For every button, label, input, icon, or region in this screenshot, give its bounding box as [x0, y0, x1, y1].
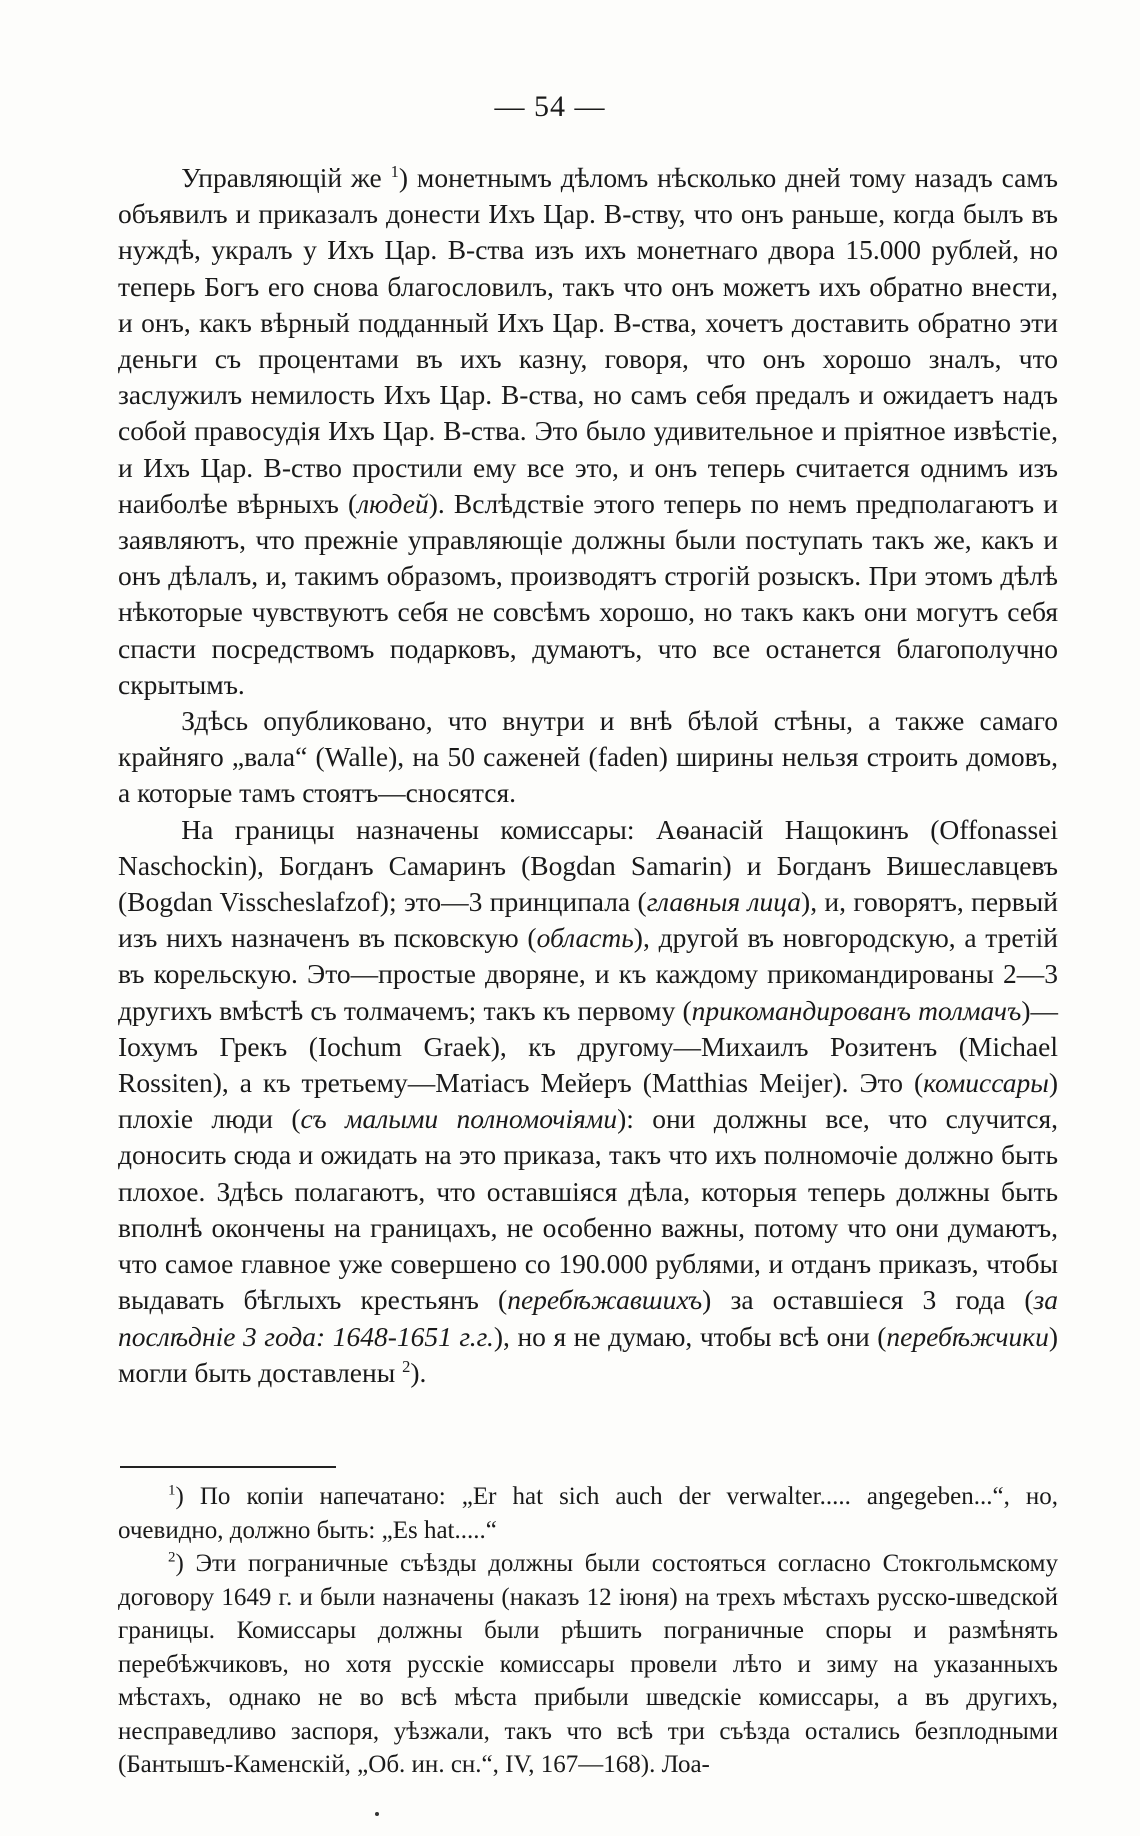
page-number: — 54 — [494, 90, 606, 123]
text-run: ), но я не думаю, чтобы всѣ они ( [493, 1320, 887, 1352]
footnote-ref-2: 2 [402, 1356, 411, 1376]
text-run: ) монетнымъ дѣломъ нѣсколько дней тому назадъ самъ объявилъ и приказалъ донести Ихъ Цар. В-ству, что онъ раньше, когда былъ въ нуждѣ, укралъ у Ихъ Цар. В-ства изъ ихъ монетнаго двора 15.000 рублей, но теперь Богъ его снова благословилъ, такъ что онъ можетъ ихъ обратно внести, и онъ, какъ вѣрный подданный Ихъ Цар. В-ства, хочетъ доставить обратно эти деньги съ процентами въ ихъ казну, говоря, что онъ хорошо зналъ, что заслужилъ немилость Ихъ Цар. В-ства, но самъ себя предалъ и ожидаетъ надъ собой правосудія Ихъ Цар. В-ства. Это было удивительное и пріятное извѣстіе, и Ихъ Цар. В-ство простили ему все это, и онъ теперь считается однимъ изъ наиболѣе вѣрныхъ ( [118, 162, 1058, 519]
text-run: ) за оставшіеся 3 года ( [702, 1284, 1034, 1316]
text-run: ) плохіе люди ( [118, 1067, 1058, 1135]
text-run: ): они должны все, что случится, доносить сюда и ожидать на это приказа, такъ что ихъ полномочіе должно быть плохое. Здѣсь полагаютъ, что оставшіяся дѣла, которыя теперь должны быть вполнѣ окончены на границахъ, не особенно важны, потому что они думаютъ, что самое главное уже совершено со 190.000 рублями, и отданъ приказъ, чтобы выдавать бѣглыхъ крестьянъ ( [118, 1103, 1058, 1316]
text-run: ). Вслѣдствіе этого теперь по немъ предполагаютъ и заявляютъ, что прежніе управляющіе должны были поступать такъ же, какъ и онъ дѣлалъ, и, такимъ образомъ, производятъ строгій розыскъ. При этомъ дѣлѣ нѣкоторые чувствуютъ себя не совсѣмъ хорошо, но такъ какъ они могутъ себя спасти посредствомъ подарковъ, думаютъ, что все останется благополучно скрытымъ. [118, 487, 1058, 700]
italic-gloss: съ малыми полномочіями [300, 1103, 618, 1135]
italic-gloss: главныя лица [646, 886, 802, 918]
footnote-ref-1: 1 [390, 161, 399, 181]
text-run: Управляющій же [181, 162, 391, 193]
footnote-text: ) По копіи напечатано: „Er hat sich auch der verwalter..... angegeben...“, но, очевидно, должно быть: „Es hat.....“ [118, 1483, 1058, 1544]
footnote-mark: 2 [168, 1549, 176, 1566]
footnote-1 [118, 1480, 1058, 1547]
footnote-text: ) Эти пограничные съѣзды должны были состояться согласно Стокгольмскому договору 1649 г. и были назначены (наказъ 12 іюня) на трехъ мѣстахъ русско-шведской границы. Комиссары должны были рѣшить пограничные споры и размѣнять перебѣжчиковъ, но хотя русскіе комиссары провели лѣто и зиму на указанныхъ мѣстахъ, однако не во всѣ мѣста прибыли шведскіе комиссары, а въ другихъ, несправедливо заспоря, уѣзжали, такъ что всѣ три съѣзда остались безплодными (Бантышъ-Каменскій, „Об. ин. сн.“, IV, 167—168). Лоа- [118, 1550, 1058, 1778]
footnote-mark: 1 [168, 1482, 176, 1499]
main-text [118, 160, 1058, 1391]
italic-gloss: перебѣжавшихъ [507, 1284, 703, 1316]
text-run: На границы назначены комиссары: Аѳанасій Нащокинъ (Offonassei Naschockin), Богданъ Самаринъ (Bogdan Samarin) и Богданъ Вишеславцевъ (Bogdan Visscheslafzof); это—3 принципала ( [118, 813, 1058, 918]
italic-gloss: комиссары [923, 1067, 1049, 1099]
italic-gloss: перебѣжчики [886, 1320, 1049, 1352]
text-run: ), и, говорятъ, первый изъ нихъ назначенъ въ псковскую ( [118, 886, 1058, 954]
footnote-2 [118, 1547, 1058, 1782]
paragraph-3 [118, 812, 1058, 1391]
paragraph-1 [118, 160, 1058, 703]
paragraph-2: Здѣсь опубликовано, что внутри и внѣ бѣлой стѣны, а также самаго крайняго „вала“ (Walle), на 50 саженей (faden) ширины нельзя строить домовъ, а которые тамъ стоятъ—сносятся. [118, 705, 1058, 809]
footnote-divider [120, 1466, 336, 1468]
print-speck [375, 1812, 379, 1816]
text-run: ). [410, 1356, 427, 1388]
italic-gloss: область [536, 922, 634, 954]
italic-gloss: прикомандированъ толмачъ [691, 994, 1022, 1026]
text-run: ) могли быть доставлены [118, 1320, 1059, 1388]
footnotes [118, 1480, 1058, 1782]
italic-gloss: за послѣдніе 3 года: 1648-1651 г.г. [118, 1284, 1058, 1352]
text-run: )—Іохумъ Грекъ (Iochum Graek), къ другому—Михаилъ Розитенъ (Michael Rossiten), а къ третьему—Матіасъ Мейеръ (Matthias Meijer). Это ( [118, 994, 1058, 1099]
italic-gloss: людей [357, 487, 429, 519]
text-run: ), другой въ новгородскую, а третій въ корельскую. Это—простые дворяне, и къ каждому прикомандированы 2—3 другихъ вмѣстѣ съ толмачемъ; такъ къ первому ( [118, 922, 1058, 1026]
